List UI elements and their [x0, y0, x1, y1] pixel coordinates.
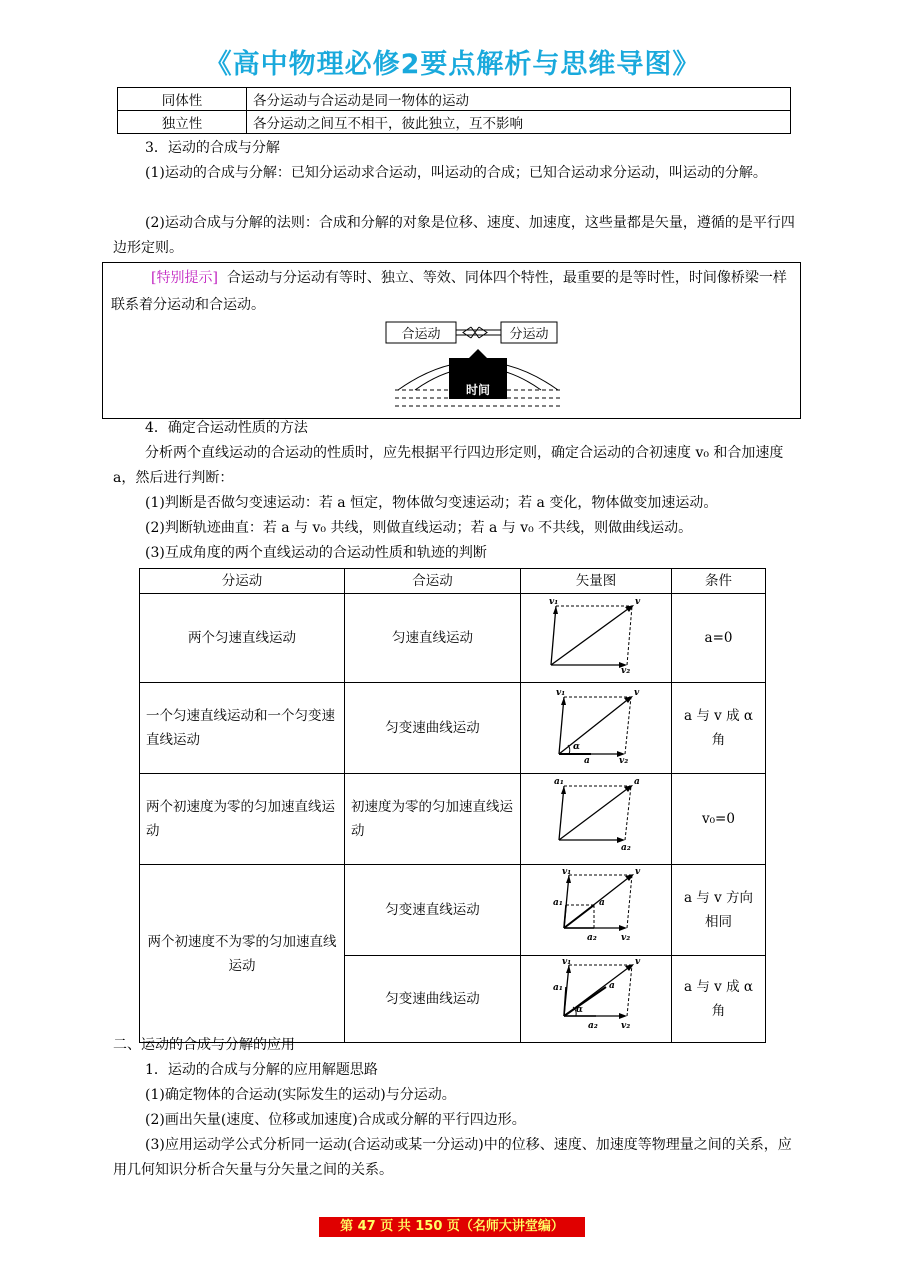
section-heading: 4．确定合运动性质的方法 — [145, 420, 308, 436]
left-arrow-icon — [463, 327, 471, 338]
vector-diagram — [521, 865, 671, 947]
table-row — [140, 683, 766, 774]
properties-table — [117, 87, 791, 134]
table-cell: 各分运动之间互不相干，彼此独立，互不影响 — [247, 111, 791, 134]
motion-properties-table — [139, 568, 766, 1043]
vector-diagram — [521, 956, 671, 1034]
vector-diagram-cell — [521, 956, 672, 1043]
table-cell: 两个初速度不为零的匀加速直线运动 — [140, 865, 345, 1043]
paragraph: (2)判断轨迹曲直：若 a 与 v₀ 共线，则做直线运动；若 a 与 v₀ 不共线，则做曲线运动。 — [145, 520, 693, 536]
paragraph: (1)确定物体的合运动(实际发生的运动)与分运动。 — [145, 1087, 456, 1103]
svg-text:α: α — [576, 1005, 583, 1015]
section-heading: 二、运动的合成与分解的应用 — [113, 1037, 295, 1053]
table-cell: a=0 — [672, 594, 766, 683]
hint-label: [特别提示] — [151, 270, 218, 286]
table-cell: 匀变速曲线运动 — [345, 683, 521, 774]
time-bridge-diagram — [103, 263, 800, 418]
svg-text:a: a — [634, 777, 640, 787]
svg-text:v₂: v₂ — [621, 933, 631, 943]
svg-text:v: v — [635, 957, 641, 967]
svg-text:a: a — [599, 898, 605, 908]
svg-text:a: a — [584, 756, 590, 765]
table-row — [118, 88, 791, 111]
page-title: 《高中物理必修2要点解析与思维导图》 — [204, 49, 701, 80]
svg-text:v₂: v₂ — [619, 756, 629, 765]
svg-text:a₂: a₂ — [621, 843, 631, 853]
column-header: 矢量图 — [521, 569, 672, 594]
right-arrow-icon — [479, 327, 487, 338]
paragraph: (1)运动的合成与分解：已知分运动求合运动，叫运动的合成；已知合运动求分运动，叫运动的分解。 — [145, 165, 767, 181]
vector-diagram — [521, 594, 671, 674]
svg-text:v₁: v₁ — [562, 957, 572, 967]
vector-diagram-cell — [521, 865, 672, 956]
vector-diagram-cell — [521, 774, 672, 865]
table-cell: a 与 v 成 α 角 — [672, 683, 766, 774]
section-heading: 3．运动的合成与分解 — [145, 140, 280, 156]
table-cell: v₀=0 — [672, 774, 766, 865]
svg-text:a₁: a₁ — [553, 898, 563, 908]
svg-text:a: a — [609, 981, 615, 991]
table-cell: 独立性 — [118, 111, 247, 134]
svg-text:v₂: v₂ — [621, 666, 631, 674]
component-motion-label: 分运动 — [509, 327, 549, 342]
paragraph: (3)互成角度的两个直线运动的合运动性质和轨迹的判断 — [145, 545, 487, 561]
paragraph: (2)运动合成与分解的法则：合成和分解的对象是位移、速度、加速度，这些量都是矢量，遵循的是平行四边形定则。 — [113, 215, 795, 256]
table-header-row — [140, 569, 766, 594]
table-cell: 各分运动与合运动是同一物体的运动 — [247, 88, 791, 111]
paragraph: (3)应用运动学公式分析同一运动(合运动或某一分运动)中的位移、速度、加速度等物理量之间的关系，应用几何知识分析合矢量与分矢量之间的关系。 — [113, 1137, 792, 1178]
svg-text:v₁: v₁ — [556, 688, 566, 698]
paragraph: (1)判断是否做匀变速运动：若 a 恒定，物体做匀变速运动；若 a 变化，物体做变加速运动。 — [145, 495, 718, 511]
vector-diagram-cell — [521, 683, 672, 774]
table-cell: 一个匀速直线运动和一个匀变速直线运动 — [140, 683, 345, 774]
table-row — [140, 594, 766, 683]
table-cell: 匀变速直线运动 — [345, 865, 521, 956]
column-header: 分运动 — [140, 569, 345, 594]
table-row — [140, 774, 766, 865]
svg-text:v: v — [635, 597, 641, 607]
vector-diagram — [521, 774, 671, 856]
up-arrow-icon — [469, 349, 487, 358]
table-cell: a 与 v 方向相同 — [672, 865, 766, 956]
hint-box — [102, 262, 801, 419]
table-cell: 匀速直线运动 — [345, 594, 521, 683]
table-cell: a 与 v 成 α 角 — [672, 956, 766, 1043]
table-cell: 同体性 — [118, 88, 247, 111]
combined-motion-label: 合运动 — [401, 327, 441, 342]
table-row — [118, 111, 791, 134]
table-cell: 两个初速度为零的匀加速直线运动 — [140, 774, 345, 865]
hint-body: 合运动与分运动有等时、独立、等效、同体四个特性，最重要的是等时性，时间像桥梁一样联系着分运动和合运动。 — [111, 270, 787, 313]
section-subheading: 1．运动的合成与分解的应用解题思路 — [145, 1062, 378, 1078]
paragraph: (2)画出矢量(速度、位移或加速度)合成或分解的平行四边形。 — [145, 1112, 526, 1128]
svg-text:a₂: a₂ — [587, 933, 597, 943]
svg-text:v: v — [634, 688, 640, 698]
time-label: 时间 — [465, 383, 491, 397]
svg-text:a₁: a₁ — [553, 983, 563, 993]
table-cell: 两个匀速直线运动 — [140, 594, 345, 683]
vector-diagram — [521, 683, 671, 765]
page-footer: 第 47 页 共 150 页（名师大讲堂编） — [319, 1217, 585, 1237]
svg-text:v: v — [635, 867, 641, 877]
svg-text:a₂: a₂ — [588, 1021, 598, 1031]
svg-text:α: α — [573, 742, 580, 752]
table-cell: 初速度为零的匀加速直线运动 — [345, 774, 521, 865]
svg-text:a₁: a₁ — [554, 777, 564, 787]
svg-text:v₁: v₁ — [562, 867, 572, 877]
svg-text:v₂: v₂ — [621, 1021, 631, 1031]
table-row — [140, 865, 766, 956]
column-header: 条件 — [672, 569, 766, 594]
link-cross — [471, 327, 479, 338]
vector-diagram-cell — [521, 594, 672, 683]
paragraph: 分析两个直线运动的合运动的性质时，应先根据平行四边形定则，确定合运动的合初速度 v₀ 和合加速度 a，然后进行判断： — [113, 445, 784, 486]
column-header: 合运动 — [345, 569, 521, 594]
svg-text:v₁: v₁ — [549, 597, 559, 607]
table-cell: 匀变速曲线运动 — [345, 956, 521, 1043]
